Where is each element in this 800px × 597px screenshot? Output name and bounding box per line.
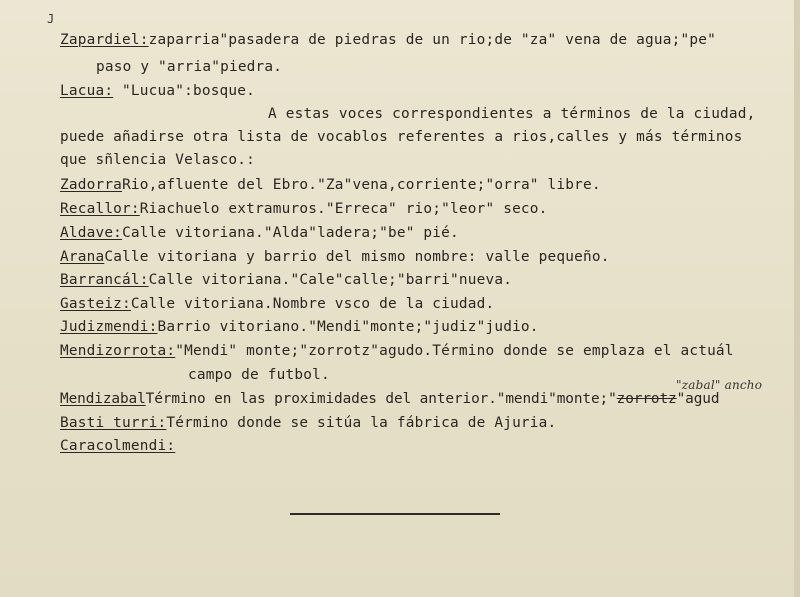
entry-aldave	[60, 224, 459, 242]
paper-edge	[794, 0, 800, 597]
term: Zadorra	[60, 177, 123, 193]
term: Mendizabal	[60, 391, 146, 407]
definition: Calle vitoriana.Nombre vsco de la ciudad.	[130, 296, 495, 312]
entry-zapardiel	[60, 31, 716, 49]
entry-recallor	[60, 200, 548, 218]
term: Recallor:	[60, 201, 140, 217]
paragraph-text: A estas voces correspondientes a términos de la ciudad,	[268, 106, 756, 122]
term: Arana	[60, 249, 105, 265]
entry-lacua	[60, 82, 255, 100]
term: Lacua:	[60, 83, 114, 99]
entry-mendizabal	[60, 390, 719, 408]
definition: Término donde se sitúa la fábrica de Ajuria.	[166, 415, 557, 431]
definition: "Lucua":bosque.	[113, 83, 256, 99]
entry-bastiturri	[60, 414, 556, 432]
entry-caracolmendi	[60, 437, 175, 455]
definition: Calle vitoriana y barrio del mismo nombre: valle pequeño.	[104, 249, 610, 265]
term: Gasteiz:	[60, 296, 131, 312]
term: Zapardiel:	[60, 32, 149, 48]
definition: Término en las proximidades del anterior."mendi"monte;"	[145, 391, 617, 407]
text-line	[96, 58, 282, 76]
paragraph-line	[60, 151, 255, 169]
paragraph-line	[268, 105, 756, 123]
entry-gasteiz	[60, 295, 494, 313]
term: Basti turri:	[60, 415, 167, 431]
entry-barrancal	[60, 271, 512, 289]
term: Mendizorrota:	[60, 343, 176, 359]
definition: Riachuelo extramuros."Erreca" rio;"leor" seco.	[139, 201, 548, 217]
definition: zaparria"pasadera de piedras de un rio;de "za" vena de agua;"pe"	[148, 32, 716, 48]
definition: Rio,afluente del Ebro."Za"vena,corriente;"orra" libre.	[122, 177, 601, 193]
handwritten-note: "zabal" ancho	[676, 378, 763, 392]
text-line	[188, 366, 330, 384]
entry-arana	[60, 248, 610, 266]
entry-mendizorrota	[60, 342, 734, 360]
term: Caracolmendi:	[60, 438, 176, 454]
definition: Calle vitoriana."Alda"ladera;"be" pié.	[122, 225, 459, 241]
margin-mark: J	[47, 12, 55, 26]
entry-judizmendi	[60, 318, 539, 336]
definition: campo de futbol.	[188, 367, 330, 383]
definition: "Mendi" monte;"zorrotz"agudo.Término donde se emplaza el actuál	[175, 343, 734, 359]
definition: Barrio vitoriano."Mendi"monte;"judiz"judio.	[157, 319, 539, 335]
struck-word: zorrotz	[616, 391, 677, 407]
definition-tail: "agud	[676, 391, 720, 407]
term: Judizmendi:	[60, 319, 158, 335]
paragraph-text: puede añadirse otra lista de vocablos referentes a rios,calles y más términos	[60, 129, 743, 145]
term: Barrancál:	[60, 272, 149, 288]
definition: Calle vitoriana."Cale"calle;"barri"nueva.	[148, 272, 513, 288]
paragraph-line	[60, 128, 743, 146]
entry-zadorra	[60, 176, 601, 194]
section-divider	[290, 513, 500, 515]
term: Aldave:	[60, 225, 123, 241]
paragraph-text: que sñlencia Velasco.:	[60, 152, 256, 168]
definition: paso y "arria"piedra.	[96, 59, 283, 75]
